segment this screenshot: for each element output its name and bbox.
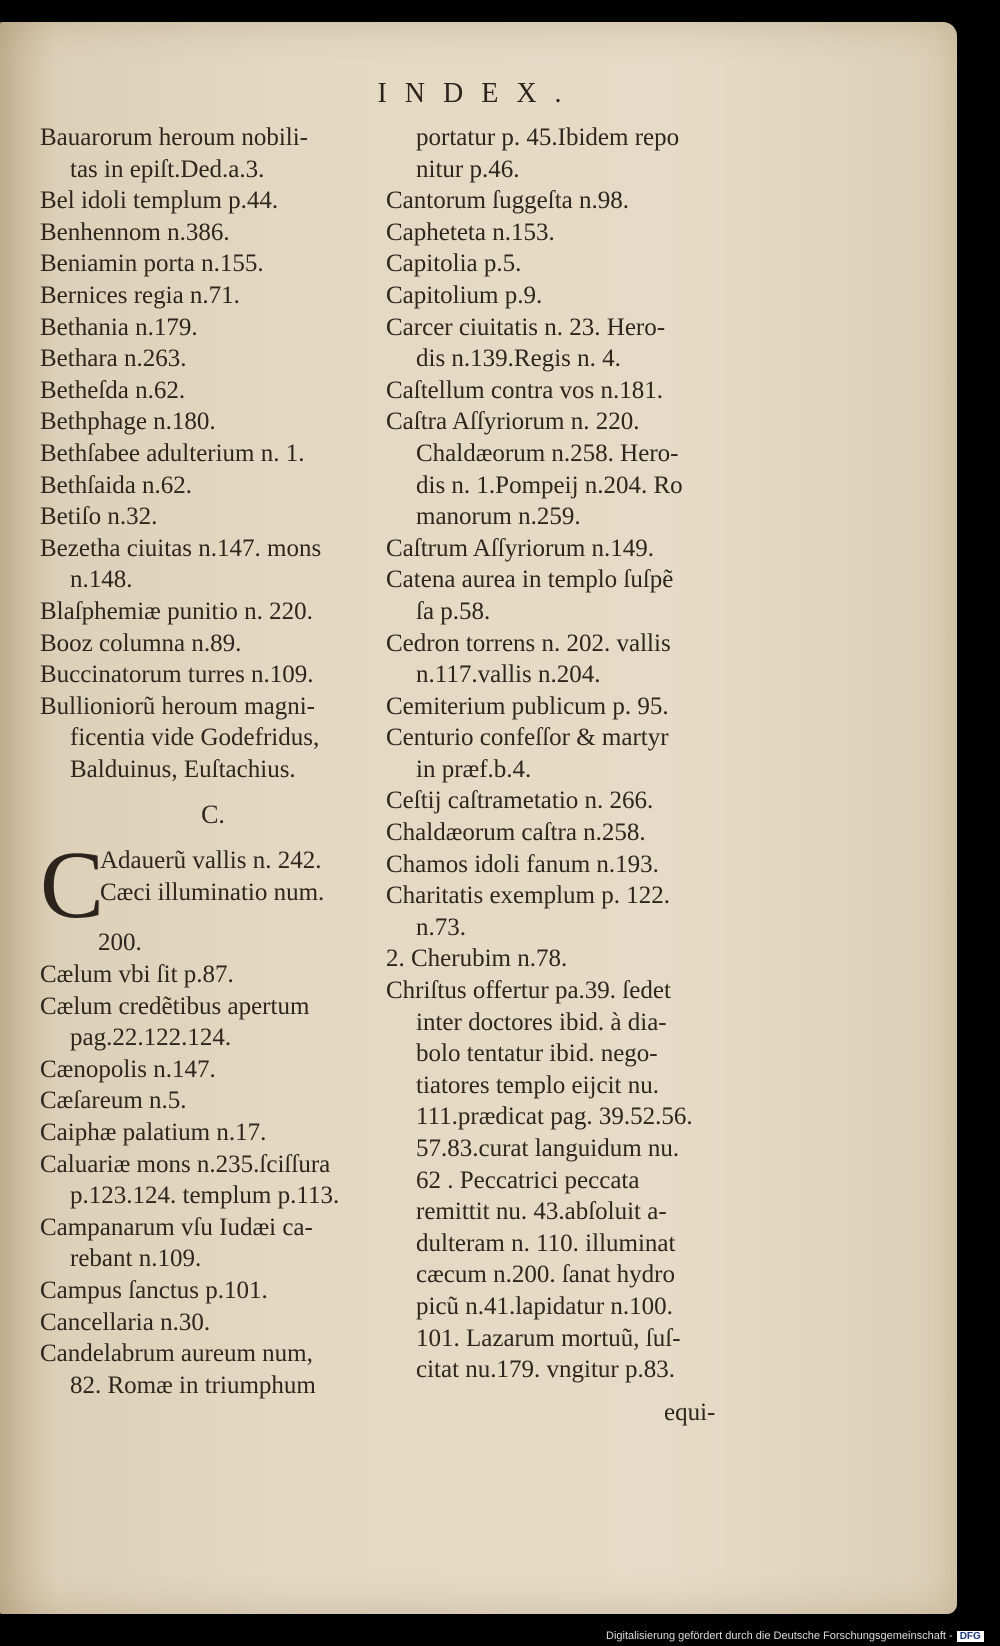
index-entry: Adauerũ vallis n. 242. [100, 847, 322, 875]
index-entry: Bezetha ciuitas n.147. mons [40, 534, 322, 562]
dfg-logo: DFG [957, 1631, 984, 1642]
page-header: INDEX. [377, 78, 580, 109]
index-entry: in præf.b.4. [416, 755, 532, 783]
index-entry: p.123.124. templum p.113. [70, 1182, 340, 1210]
index-entry: Caſtra Aſſyriorum n. 220. [386, 408, 640, 436]
index-entry: cæcum n.200. ſanat hydro [416, 1261, 675, 1289]
index-entry: Carcer ciuitatis n. 23. Hero- [386, 313, 666, 341]
index-entry: Chaldæorum n.258. Hero- [416, 439, 679, 467]
index-entry: tiatores templo eijcit nu. [416, 1071, 659, 1099]
index-entry: n.148. [70, 566, 133, 594]
index-entry: Bullioniorũ heroum magni- [40, 692, 315, 720]
index-entry: pag.22.122.124. [70, 1024, 232, 1052]
left-column [40, 122, 386, 1401]
index-entry: ficentia vide Godefridus, [70, 724, 320, 752]
index-entry: Blaſphemiæ punitio n. 220. [40, 597, 313, 625]
index-entry: Capitolia p.5. [386, 250, 522, 278]
dropcap-block [40, 845, 386, 927]
index-entry: n.73. [416, 913, 466, 941]
index-entry: Caſtrum Aſſyriorum n.149. [386, 534, 655, 562]
index-entry: Cancellaria n.30. [40, 1308, 211, 1336]
index-entry: Bethſabee adulterium n. 1. [40, 439, 305, 467]
index-entry: Campus ſanctus p.101. [40, 1277, 268, 1304]
index-entry: Cælum vbi ſit p.87. [40, 961, 234, 989]
index-entry: Betheſda n.62. [40, 376, 186, 404]
index-entry: inter doctores ibid. à dia- [416, 1008, 667, 1036]
index-entry: Bethania n.179. [40, 313, 198, 341]
index-entry: Centurio confeſſor & martyr [386, 724, 669, 752]
footer-text: Digitalisierung gefördert durch die Deutsche Forschungsgemeinschaft - [606, 1630, 953, 1642]
index-entry: Charitatis exemplum p. 122. [386, 882, 670, 910]
index-entry: ſa p.58. [416, 597, 491, 625]
index-entry: remittit nu. 43.abſoluit a- [416, 1198, 667, 1226]
book-page [0, 22, 957, 1614]
index-entry: Caluariæ mons n.235.ſciſſura [40, 1150, 331, 1178]
index-entry: dis n. 1.Pompeij n.204. Ro [416, 471, 683, 499]
index-entry: nitur p.46. [416, 155, 520, 183]
index-entry: Caſtellum contra vos n.181. [386, 376, 664, 404]
catchword: equi- [664, 1399, 716, 1426]
index-entry: Chaldæorum caſtra n.258. [386, 819, 646, 847]
index-entry: Campanarum vſu Iudæi ca- [40, 1213, 313, 1241]
index-entry: Ceſtij caſtrametatio n. 266. [386, 787, 654, 815]
index-entry: Chamos idoli fanum n.193. [386, 850, 659, 878]
index-entry: Booz columna n.89. [40, 629, 242, 657]
index-entry: rebant n.109. [70, 1245, 202, 1273]
index-entry: 62 . Peccatrici peccata [416, 1166, 640, 1194]
index-entry: Cantorum ſuggeſta n.98. [386, 187, 630, 215]
index-entry: Caiphæ palatium n.17. [40, 1119, 267, 1147]
index-entry: Cæci illuminatio num. [100, 879, 325, 907]
index-entry: Catena aurea in templo ſuſpẽ [386, 566, 674, 594]
index-entry: Cænopolis n.147. [40, 1055, 216, 1083]
index-entry: Betiſo n.32. [40, 503, 158, 531]
index-entry: Capitolium p.9. [386, 281, 543, 309]
index-entry: Candelabrum aureum num, [40, 1340, 313, 1368]
index-entry: picũ n.41.lapidatur n.100. [416, 1292, 673, 1320]
index-entry: dulteram n. 110. illuminat [416, 1229, 676, 1257]
index-entry: 82. Romæ in triumphum [70, 1371, 316, 1399]
index-entry: Cæſareum n.5. [40, 1087, 187, 1115]
index-entry: Benhennom n.386. [40, 218, 230, 246]
index-entry: Cælum credẽtibus apertum [40, 992, 310, 1020]
index-entry: bolo tentatur ibid. nego- [416, 1040, 658, 1068]
index-entry: tas in epiſt.Ded.a.3. [70, 155, 265, 183]
index-entry: Buccinatorum turres n.109. [40, 661, 314, 689]
index-entry: Capheteta n.153. [386, 218, 555, 246]
index-entry: manorum n.259. [416, 503, 581, 531]
right-column [386, 122, 731, 1386]
index-entry: 2. Cherubim n.78. [386, 945, 568, 973]
index-entry: Bel idoli templum p.44. [40, 187, 279, 215]
index-entry: Bethara n.263. [40, 345, 187, 373]
index-entry: dis n.139.Regis n. 4. [416, 345, 621, 373]
index-entry: Bernices regia n.71. [40, 281, 240, 309]
index-entry: Cemiterium publicum p. 95. [386, 692, 669, 720]
index-entry: 101. Lazarum mortuũ, ſuſ- [416, 1324, 681, 1352]
index-entry: Bauarorum heroum nobili- [40, 124, 308, 151]
index-entry: Chriſtus offertur pa.39. ſedet [386, 977, 671, 1005]
index-entry: 111.prædicat pag. 39.52.56. [416, 1103, 693, 1131]
index-entry: 200. [98, 929, 142, 957]
index-entry: Bethſaida n.62. [40, 471, 193, 499]
index-entry: portatur p. 45.Ibidem repo [416, 124, 680, 151]
dropcap-initial: C [40, 845, 105, 928]
section-heading-c: C. [201, 800, 225, 830]
index-entry: n.117.vallis n.204. [416, 661, 601, 689]
index-entry: Balduinus, Euſtachius. [70, 755, 296, 783]
index-entry: citat nu.179. vngitur p.83. [416, 1356, 675, 1384]
index-entry: Beniamin porta n.155. [40, 250, 264, 278]
digitization-footer [606, 1630, 984, 1642]
index-entry: Cedron torrens n. 202. vallis [386, 629, 671, 657]
index-entry: Bethphage n.180. [40, 408, 216, 436]
index-entry: 57.83.curat languidum nu. [416, 1135, 680, 1162]
